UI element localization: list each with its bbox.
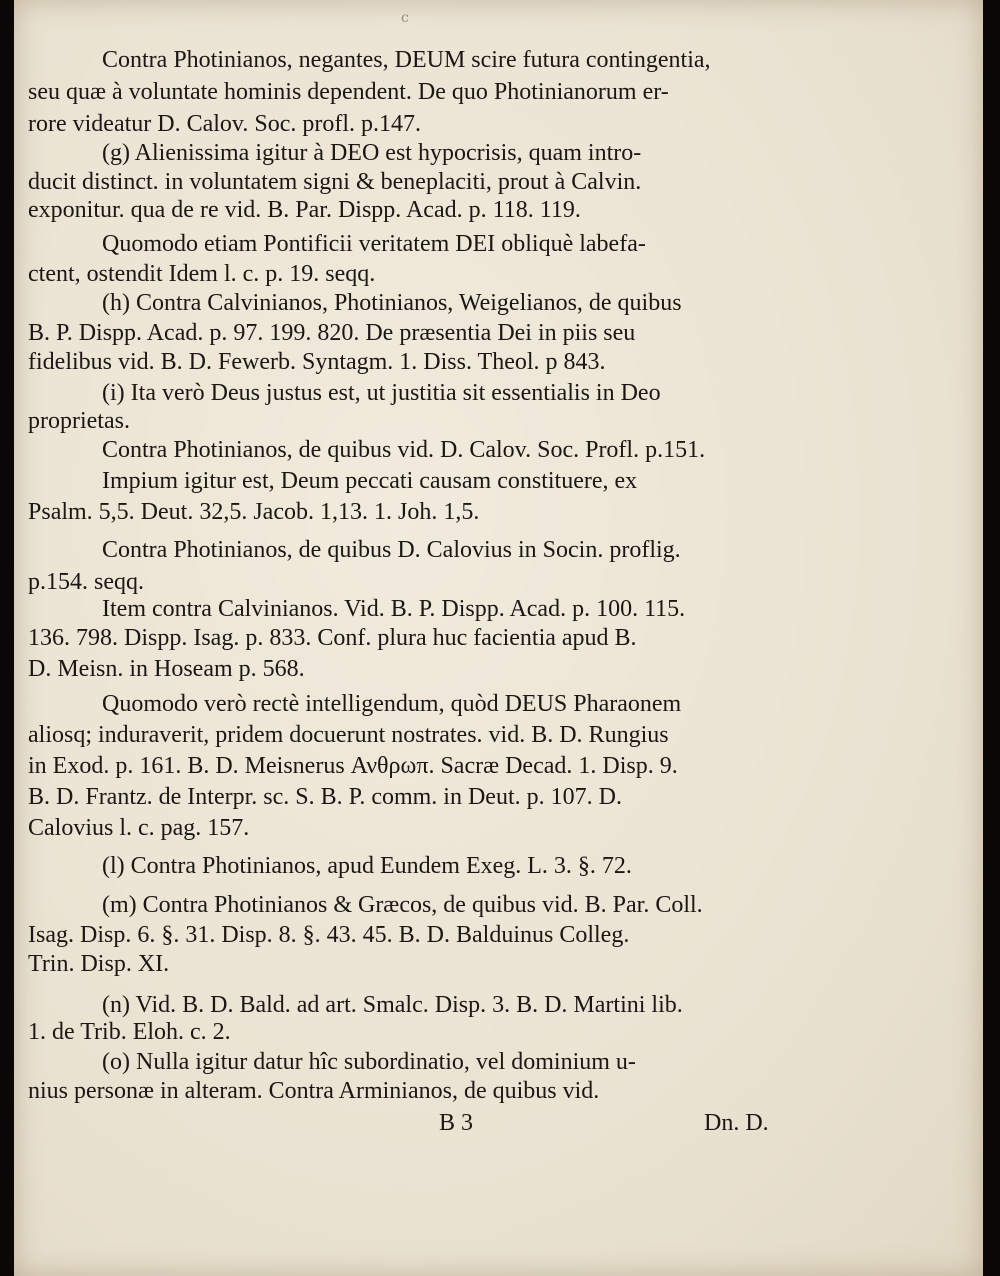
- signature-mark: B 3: [439, 1110, 474, 1136]
- text-line-content: nius personæ in alteram. Contra Arminianos, de quibus vid.: [28, 1078, 600, 1104]
- text-line-content: Calovius l. c. pag. 157.: [28, 815, 250, 841]
- text-line-content: in Exod. p. 161. B. D. Meisnerus Ανθρωπ. Sacræ Decad. 1. Disp. 9.: [28, 753, 678, 779]
- catchword: Dn. D.: [704, 1110, 769, 1136]
- text-line-content: Item contra Calvinianos. Vid. B. P. Dispp. Acad. p. 100. 115.: [102, 596, 686, 622]
- text-line-content: (i) Ita verò Deus justus est, ut justitia sit essentialis in Deo: [102, 380, 661, 406]
- text-line-content: rore videatur D. Calov. Soc. profl. p.147.: [28, 111, 422, 137]
- text-line-content: p.154. seqq.: [28, 569, 144, 595]
- text-line-content: aliosq; induraverit, pridem docuerunt nostrates. vid. B. D. Rungius: [28, 722, 669, 748]
- text-line-content: ctent, ostendit Idem l. c. p. 19. seqq.: [28, 261, 376, 287]
- text-line-content: (n) Vid. B. D. Bald. ad art. Smalc. Disp. 3. B. D. Martini lib.: [102, 992, 683, 1018]
- text-line-content: (h) Contra Calvinianos, Photinianos, Weigelianos, de quibus: [102, 290, 682, 316]
- text-line-content: Quomodo verò rectè intelligendum, quòd DEUS Pharaonem: [102, 691, 682, 717]
- text-line-content: seu quæ à voluntate hominis dependent. De quo Photinianorum er-: [28, 79, 669, 105]
- text-line-content: Quomodo etiam Pontificii veritatem DEI obliquè labefa-: [102, 231, 646, 257]
- text-line-content: Contra Photinianos, negantes, DEUM scire futura contingentia,: [102, 47, 711, 73]
- text-line: [14, 496, 983, 534]
- text-line-content: (l) Contra Photinianos, apud Eundem Exeg. L. 3. §. 72.: [102, 853, 632, 879]
- text-line-content: fidelibus vid. B. D. Fewerb. Syntagm. 1. Diss. Theol. p 843.: [28, 349, 606, 375]
- text-line-content: Psalm. 5,5. Deut. 32,5. Jacob. 1,13. 1. Joh. 1,5.: [28, 499, 480, 525]
- text-line-content: (m) Contra Photinianos & Græcos, de quibus vid. B. Par. Coll.: [102, 892, 703, 918]
- text-line-content: B. P. Dispp. Acad. p. 97. 199. 820. De præsentia Dei in piis seu: [28, 320, 636, 346]
- text-line-content: 136. 798. Dispp. Isag. p. 833. Conf. plura huc facientia apud B.: [28, 625, 637, 651]
- text-line-content: proprietas.: [28, 408, 130, 434]
- text-line-content: D. Meisn. in Hoseam p. 568.: [28, 656, 305, 682]
- text-line-content: 1. de Trib. Eloh. c. 2.: [28, 1019, 231, 1045]
- text-line: [14, 812, 983, 850]
- book-page: [14, 0, 983, 1276]
- text-line: [14, 653, 983, 691]
- text-line-content: B. D. Frantz. de Interpr. sc. S. B. P. comm. in Deut. p. 107. D.: [28, 784, 622, 810]
- page-footer: [14, 1107, 983, 1145]
- text-line: [14, 194, 983, 232]
- text-line-content: exponitur. qua de re vid. B. Par. Dispp. Acad. p. 118. 119.: [28, 197, 581, 223]
- text-line-content: ducit distinct. in voluntatem signi & beneplaciti, prout à Calvin.: [28, 169, 642, 195]
- text-line-content: (o) Nulla igitur datur hîc subordinatio, vel dominium u-: [102, 1049, 636, 1075]
- text-line: [14, 850, 983, 888]
- text-line-content: Impium igitur est, Deum peccati causam constituere, ex: [102, 468, 638, 494]
- text-line-content: (g) Alienissima igitur à DEO est hypocrisis, quam intro-: [102, 140, 642, 166]
- text-line-content: Contra Photinianos, de quibus D. Calovius in Socin. proflig.: [102, 537, 681, 563]
- text-line-content: Contra Photinianos, de quibus vid. D. Calov. Soc. Profl. p.151.: [102, 437, 706, 463]
- text-line: [14, 948, 983, 986]
- text-line-content: Isag. Disp. 6. §. 31. Disp. 8. §. 43. 45. B. D. Balduinus Colleg.: [28, 922, 630, 948]
- text-line-content: Trin. Disp. XI.: [28, 951, 170, 977]
- edge-mark: c: [401, 10, 409, 26]
